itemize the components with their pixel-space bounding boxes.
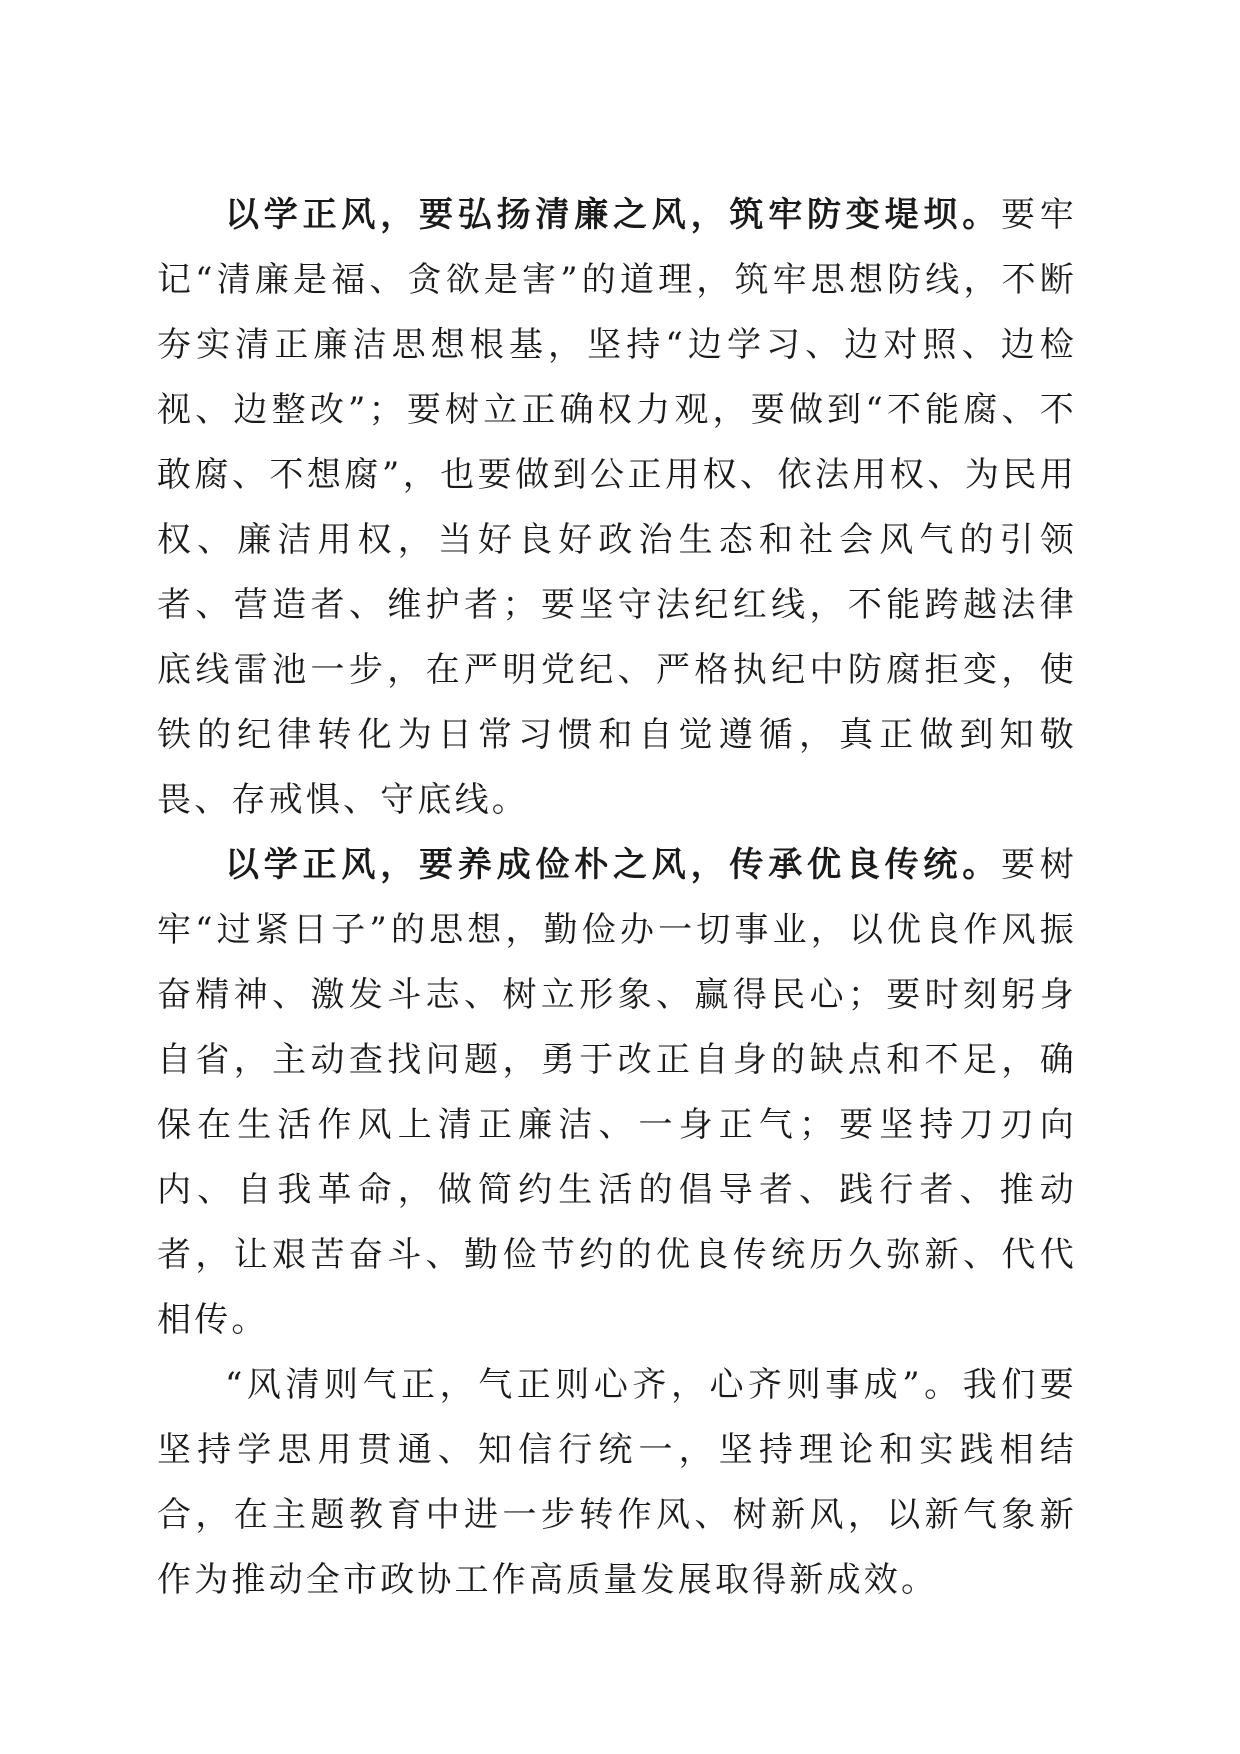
paragraph-body: “风清则气正，气正则心齐，心齐则事成”。我们要坚持学思用贯通、知信行统一，坚持理论和实践相结合，在主题教育中进一步转作风、树新风，以新气象新作为推动全市政协工作高质量发展取得新成效。 [157, 1365, 1077, 1600]
paragraph-integrity [157, 183, 1077, 833]
paragraph-frugality [157, 833, 1077, 1353]
paragraph-lead: 以学正风，要养成俭朴之风，传承优良传统。 [225, 845, 1001, 885]
document-page [157, 183, 1077, 1613]
paragraph-body: 要树牢“过紧日子”的思想，勤俭办一切事业，以优良作风振奋精神、激发斗志、树立形象、赢得民心；要时刻躬身自省，主动查找问题，勇于改正自身的缺点和不足，确保在生活作风上清正廉洁、一身正气；要坚持刀刃向内、自我革命，做简约生活的倡导者、践行者、推动者，让艰苦奋斗、勤俭节约的优良传统历久弥新、代代相传。 [157, 845, 1077, 1340]
paragraph-lead: 以学正风，要弘扬清廉之风，筑牢防变堤坝。 [225, 195, 1001, 235]
paragraph-conclusion [157, 1353, 1077, 1613]
paragraph-body: 要牢记“清廉是福、贪欲是害”的道理，筑牢思想防线，不断夯实清正廉洁思想根基，坚持“边学习、边对照、边检视、边整改”；要树立正确权力观，要做到“不能腐、不敢腐、不想腐”，也要做到公正用权、依法用权、为民用权、廉洁用权，当好良好政治生态和社会风气的引领者、营造者、维护者；要坚守法纪红线，不能跨越法律底线雷池一步，在严明党纪、严格执纪中防腐拒变，使铁的纪律转化为日常习惯和自觉遵循，真正做到知敬畏、存戒惧、守底线。 [157, 195, 1077, 820]
